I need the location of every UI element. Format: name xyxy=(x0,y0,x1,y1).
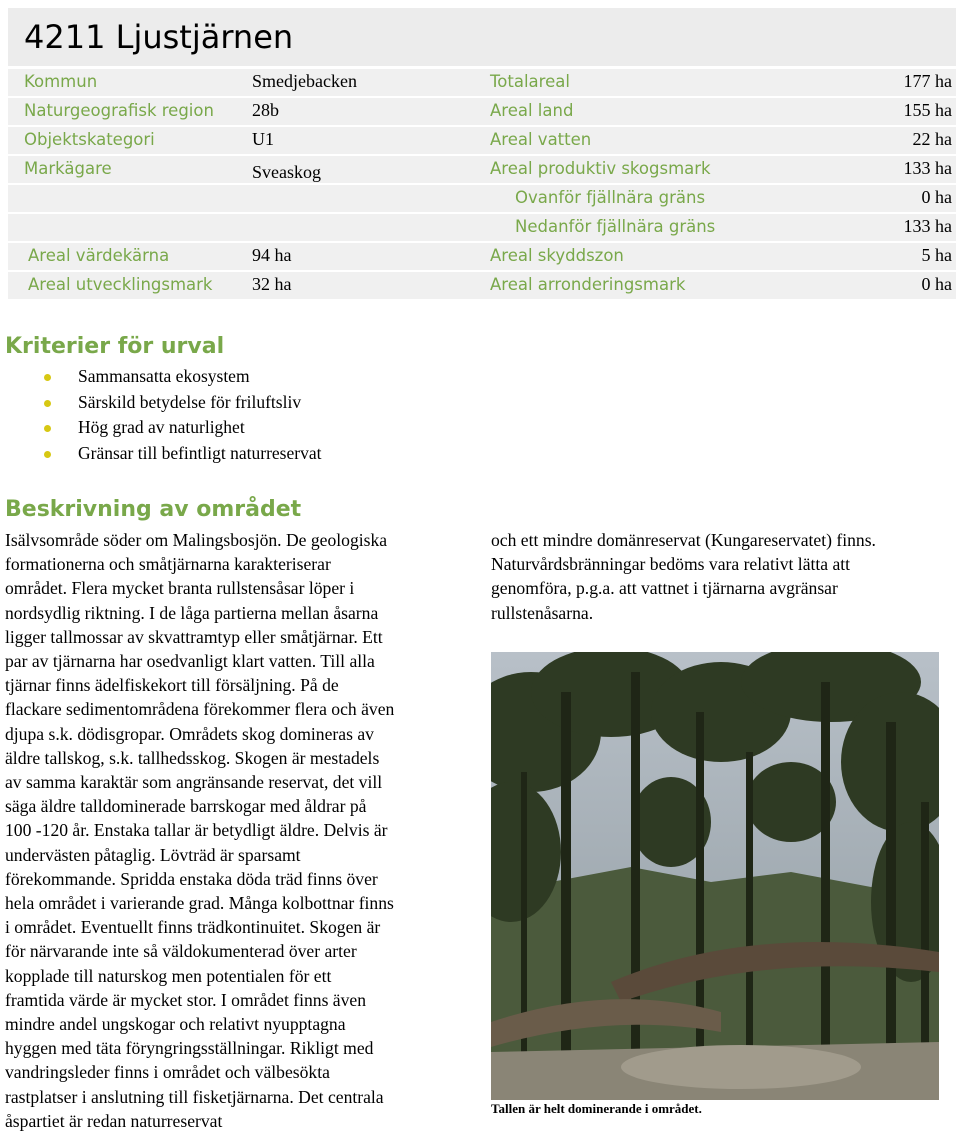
photo-caption: Tallen är helt dominerande i området. xyxy=(491,1101,702,1116)
description-line: åspartiet är redan naturreservat xyxy=(5,1110,223,1131)
criteria-text: Hög grad av naturlighet xyxy=(78,417,245,437)
facts-row xyxy=(8,98,956,125)
fact-value-2: 177 ha xyxy=(903,71,952,91)
bullet-icon xyxy=(44,451,51,458)
fact-label: Naturgeografisk region xyxy=(24,101,214,120)
description-line: undervästen påtaglig. Lövträd är sparsamt xyxy=(5,844,301,865)
fact-label-2: Areal produktiv skogsmark xyxy=(490,159,711,178)
description-line: par av tjärnarna har osedvanligt klart vatten. Till alla xyxy=(5,651,375,672)
facts-row xyxy=(8,69,956,96)
description-line: flackare sedimentområdena förekommer flera och även xyxy=(5,699,395,720)
description-line: rastplatser i anslutning till fisketjärnarna. Det centrala xyxy=(5,1086,384,1107)
description-line: Isälvsområde söder om Malingsbosjön. De geologiska xyxy=(5,530,388,550)
description-line: rullstenåsarna. xyxy=(491,602,594,623)
description-line: djupa s.k. dödisgropar. Områdets skog domineras av xyxy=(5,723,374,744)
description-left-column xyxy=(5,528,475,1133)
fact-label: Kommun xyxy=(24,72,98,91)
description-line: för närvarande inte så väldokumenterad över arter xyxy=(5,941,357,962)
bullet-icon xyxy=(44,425,51,432)
fact-label: Markägare xyxy=(24,159,112,178)
fact-value-2: 22 ha xyxy=(912,129,952,149)
description-line: av samma karaktär som angränsande reservat, det vill xyxy=(5,772,383,793)
fact-label-2: Totalareal xyxy=(490,72,570,91)
fact-value-2: 5 ha xyxy=(921,245,952,265)
fact-value: Sveaskog xyxy=(252,162,321,182)
description-line: äldre tallskog, s.k. tallhedsskog. Skogen är mestadels xyxy=(5,747,380,768)
description-line: i området. Eventuellt finns trädkontinuitet. Skogen är xyxy=(5,917,381,938)
fact-value-2: 133 ha xyxy=(903,216,952,236)
fact-value: Smedjebacken xyxy=(252,71,357,91)
bullet-icon xyxy=(44,374,51,381)
description-right-column xyxy=(491,528,956,625)
facts-row xyxy=(8,243,956,270)
fact-label-2: Ovanför fjällnära gräns xyxy=(515,188,706,207)
fact-value-2: 0 ha xyxy=(921,187,952,207)
description-line: ligger tallmossar av skvattramtyp eller småtjärnar. Ett xyxy=(5,626,383,647)
description-heading: Beskrivning av området xyxy=(5,497,302,522)
description-line: nordsydlig riktning. I de låga partierna mellan åsarna xyxy=(5,602,379,623)
fact-label-2: Nedanför fjällnära gräns xyxy=(515,217,716,236)
description-line: området. Flera mycket branta rullstensåsar löper i xyxy=(5,578,355,599)
criteria-text: Gränsar till befintligt naturreservat xyxy=(78,442,322,463)
description-line: hela området i varierande grad. Många kolbottnar finns xyxy=(5,893,394,914)
description-line: hyggen med täta föryngringsställningar. Rikligt med xyxy=(5,1038,374,1059)
description-line: kopplade till naturskog men potentialen för ett xyxy=(5,965,332,986)
page-title: 4211 Ljustjärnen xyxy=(24,18,294,56)
bullet-icon xyxy=(44,400,51,407)
description-line: 100 -120 år. Enstaka tallar är betydligt äldre. Delvis är xyxy=(5,820,388,841)
fact-value: 28b xyxy=(252,100,279,120)
criteria-heading: Kriterier för urval xyxy=(5,334,225,359)
description-line: vandringsleder finns i området och välbesökta xyxy=(5,1062,330,1083)
fact-value: U1 xyxy=(252,129,274,149)
fact-value: 94 ha xyxy=(252,245,292,265)
fact-value: 32 ha xyxy=(252,274,292,294)
fact-value-2: 0 ha xyxy=(921,274,952,294)
description-line: framtida värde är mycket stor. I området finns även xyxy=(5,989,367,1010)
criteria-text: Sammansatta ekosystem xyxy=(78,366,250,386)
fact-label-2: Areal arronderingsmark xyxy=(490,275,686,294)
description-line: förekommande. Spridda enstaka döda träd finns över xyxy=(5,868,378,889)
fact-label-2: Areal skyddszon xyxy=(490,246,624,265)
description-line: formationerna och småtjärnarna karakteriserar xyxy=(5,554,331,575)
facts-row xyxy=(8,156,956,183)
description-line: tjärnar finns ädelfiskekort till försäljning. På de xyxy=(5,675,339,696)
fact-label: Objektskategori xyxy=(24,130,155,149)
fact-label-2: Areal vatten xyxy=(490,130,592,149)
fact-value-2: 155 ha xyxy=(903,100,952,120)
facts-row xyxy=(8,127,956,154)
facts-row xyxy=(8,214,956,241)
forest-photo xyxy=(491,652,939,1100)
description-line: säga äldre talldominerade barrskogar med åldrar på xyxy=(5,796,367,817)
facts-row xyxy=(8,272,956,299)
description-line: genomföra, p.g.a. att vattnet i tjärnarna avgränsar xyxy=(491,578,838,599)
description-line: och ett mindre domänreservat (Kungareservatet) finns. xyxy=(491,530,876,550)
description-line: Naturvårdsbränningar bedöms vara relativt lätta att xyxy=(491,554,851,575)
fact-label-2: Areal land xyxy=(490,101,574,120)
criteria-text: Särskild betydelse för friluftsliv xyxy=(78,391,302,412)
fact-label: Areal utvecklingsmark xyxy=(28,275,213,294)
facts-row xyxy=(8,185,956,212)
fact-value-2: 133 ha xyxy=(903,158,952,178)
description-line: mindre andel ungskogar och relativt nyupptagna xyxy=(5,1014,346,1035)
fact-label: Areal värdekärna xyxy=(28,246,170,265)
